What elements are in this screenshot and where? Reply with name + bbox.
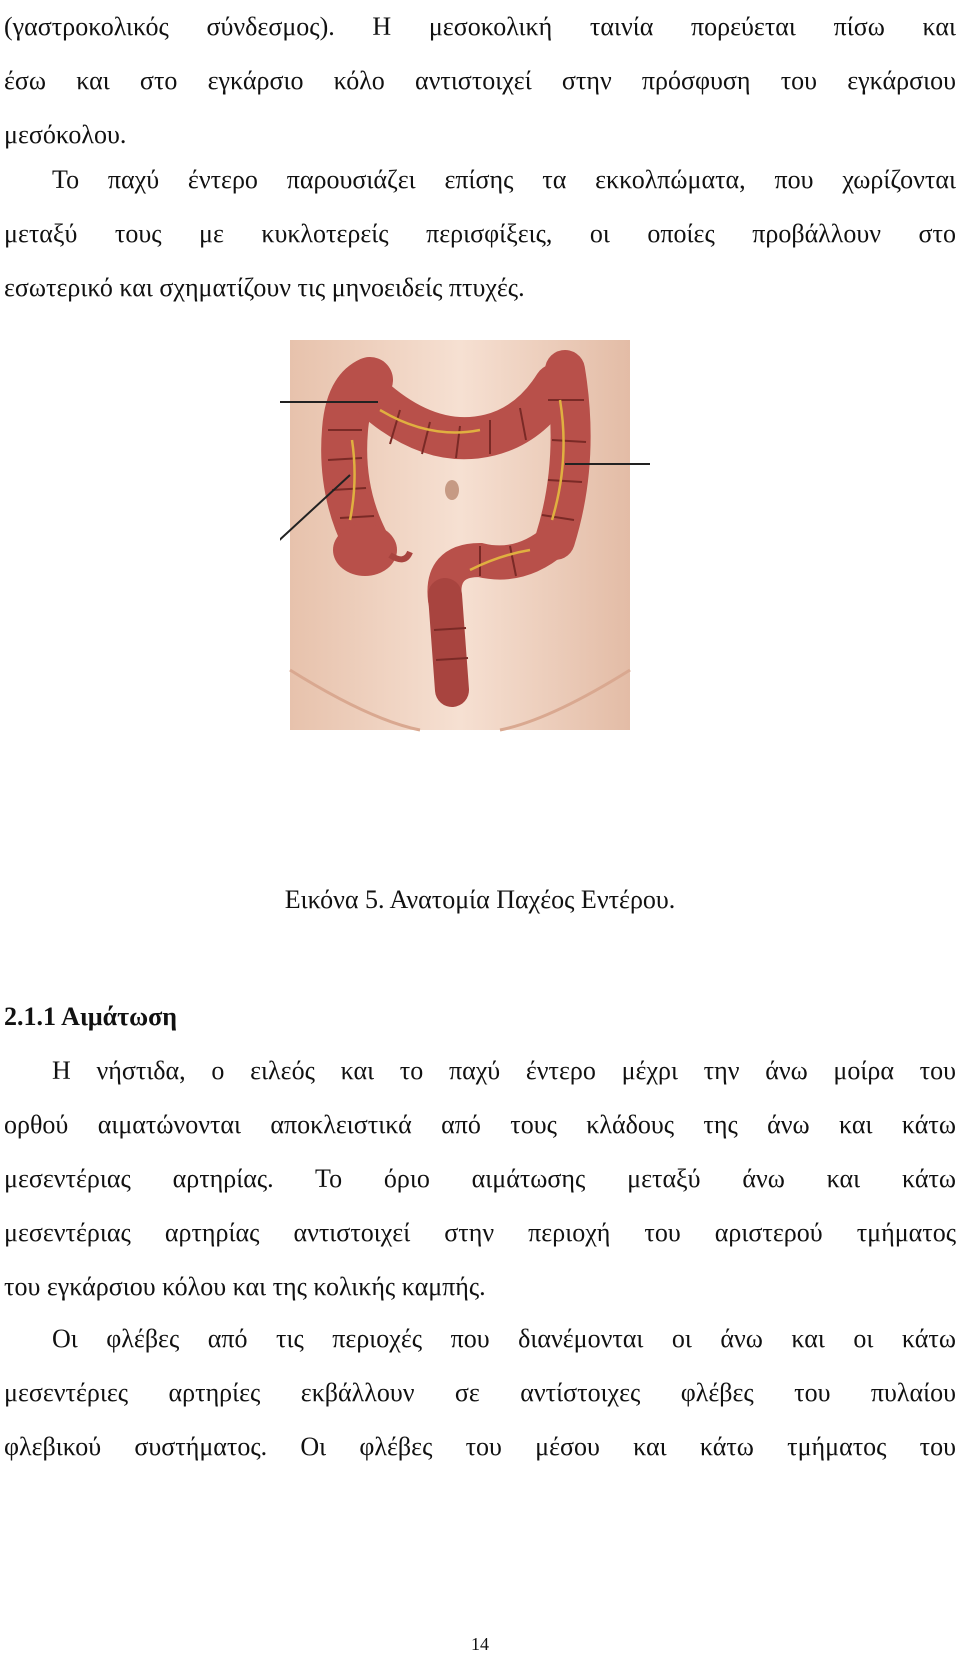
paragraph-haustra bbox=[4, 153, 956, 315]
paragraph-arterial-supply bbox=[4, 1044, 956, 1314]
text-line: Το παχύ έντερο παρουσιάζει επίσης τα εκκολπώματα, που χωρίζονται bbox=[52, 165, 956, 194]
paragraph-continued bbox=[4, 0, 956, 162]
figure-caption: Εικόνα 5. Ανατομία Παχέος Εντέρου. bbox=[284, 885, 676, 914]
text-line: (γαστροκολικός σύνδεσμος). Η μεσοκολική ταινία πορεύεται πίσω και bbox=[4, 12, 956, 41]
text-line: μεσεντέριας αρτηρίας. Το όριο αιμάτωσης μεταξύ άνω και κάτω bbox=[4, 1164, 956, 1193]
text-line: μεσεντέριας αρτηρίας αντιστοιχεί στην περιοχή του αριστερού τμήματος bbox=[4, 1218, 956, 1247]
text-line: μεταξύ τους με κυκλοτερείς περισφίξεις, οι οποίες προβάλλουν στο bbox=[4, 219, 956, 248]
text-line: μεσεντέριες αρτηρίες εκβάλλουν σε αντίστοιχες φλέβες του πυλαίου bbox=[4, 1378, 956, 1407]
text-line: του εγκάρσιου κόλου και της κολικής καμπής. bbox=[4, 1272, 486, 1301]
section-heading: 2.1.1 Αιμάτωση bbox=[4, 1002, 178, 1031]
text-line: φλεβικού συστήματος. Οι φλέβες του μέσου και κάτω τμήματος του bbox=[4, 1432, 956, 1461]
rectum bbox=[445, 595, 452, 690]
large-intestine-illustration bbox=[280, 340, 690, 750]
large-intestine-figure bbox=[280, 340, 690, 750]
text-line: μεσόκολου. bbox=[4, 120, 127, 149]
text-line: Οι φλέβες από τις περιοχές που διανέμονται οι άνω και οι κάτω bbox=[52, 1324, 956, 1353]
navel bbox=[445, 480, 459, 500]
paragraph-venous-drainage bbox=[4, 1312, 956, 1474]
text-line: ορθού αιματώνονται αποκλειστικά από τους κλάδους της άνω και κάτω bbox=[4, 1110, 956, 1139]
page-number: 14 bbox=[471, 1634, 489, 1654]
text-line: Η νήστιδα, ο ειλεός και το παχύ έντερο μέχρι την άνω μοίρα του bbox=[52, 1056, 956, 1085]
text-line: έσω και στο εγκάρσιο κόλο αντιστοιχεί στην πρόσφυση του εγκάρσιου bbox=[4, 66, 956, 95]
cecum bbox=[333, 524, 397, 576]
text-line: εσωτερικό και σχηματίζουν τις μηνοειδείς πτυχές. bbox=[4, 273, 525, 302]
